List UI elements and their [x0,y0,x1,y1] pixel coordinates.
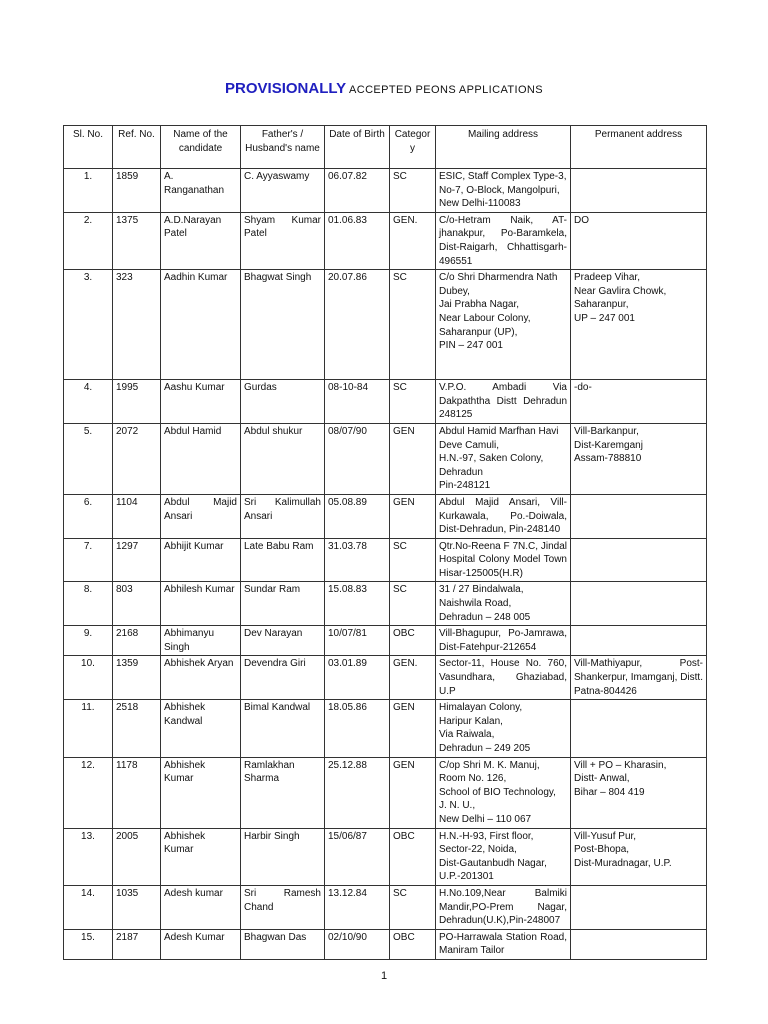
cell-permanent [571,380,707,424]
cell-dob: 15.08.83 [325,582,390,626]
cell-mailing-line: New Delhi – 110 067 [439,813,532,825]
cell-father-line: Late Babu Ram [244,540,314,552]
cell-name-line: Abhilesh Kumar [164,584,235,596]
cell-refno: 2072 [113,423,161,494]
cell-mailing-line: Vill-Bhagupur, Po-Jamrawa, Dist-Fatehpur-212654 [439,628,567,653]
cell-slno: 8. [64,582,113,626]
cell-permanent-line: -do- [574,382,592,394]
cell-mailing [436,700,571,757]
cell-mailing-line: J. N. U., [439,800,476,812]
cell-category: SC [390,380,436,424]
cell-category: GEN. [390,656,436,700]
cell-father [241,270,325,380]
cell-category: OBC [390,626,436,656]
cell-father [241,380,325,424]
cell-mailing [436,270,571,380]
cell-father [241,626,325,656]
cell-permanent [571,700,707,757]
cell-dob: 08/07/90 [325,423,390,494]
cell-slno: 7. [64,538,113,582]
cell-father [241,494,325,538]
cell-permanent [571,885,707,929]
cell-mailing [436,494,571,538]
cell-permanent [571,538,707,582]
cell-refno: 1297 [113,538,161,582]
cell-name [161,212,241,269]
cell-slno: 13. [64,828,113,885]
cell-category: GEN [390,700,436,757]
cell-father [241,929,325,959]
cell-father [241,212,325,269]
cell-name-line: Aadhin Kumar [164,272,228,284]
cell-father-line: Bhagwat Singh [244,272,312,284]
cell-name-line: Abhijit Kumar [164,540,224,552]
cell-name-line: Abhishek Kumar [164,830,206,856]
cell-mailing [436,929,571,959]
table-row [64,757,707,828]
cell-mailing-line: 31 / 27 Bindalwala, [439,584,524,596]
cell-permanent [571,626,707,656]
cell-slno: 11. [64,700,113,757]
table-row [64,380,707,424]
cell-refno: 803 [113,582,161,626]
table-row [64,169,707,213]
cell-mailing-line: Himalayan Colony, [439,702,523,714]
cell-slno: 14. [64,885,113,929]
col-header-father: Father's / Husband's name [241,126,325,169]
cell-permanent-line: Vill-Mathiyapur, Post-Shankerpur, Imamganj, Distt. Patna-804426 [574,658,703,697]
cell-refno: 1035 [113,885,161,929]
cell-mailing-line: New Delhi-110083 [439,198,521,210]
cell-permanent-line: Near Gavlira Chowk, [574,285,667,297]
cell-permanent [571,212,707,269]
cell-father-line: Sri Kalimullah Ansari [244,496,321,522]
cell-father-line: Abdul shukur [244,425,303,437]
col-header-category: Category [390,126,436,169]
cell-category: SC [390,885,436,929]
cell-dob: 08-10-84 [325,380,390,424]
cell-refno: 2005 [113,828,161,885]
cell-permanent-line: Post-Bhopa, [574,844,630,856]
cell-father [241,828,325,885]
cell-slno: 12. [64,757,113,828]
cell-permanent [571,270,707,380]
cell-permanent [571,423,707,494]
cell-category: SC [390,169,436,213]
cell-refno: 1375 [113,212,161,269]
cell-permanent-line: Vill + PO – Kharasin, [574,759,667,771]
cell-category: SC [390,538,436,582]
cell-mailing-line: Jai Prabha Nagar, [439,299,520,311]
cell-name-line: A.D.Narayan Patel [164,214,222,240]
cell-father-line: Shyam Kumar Patel [244,214,321,240]
cell-name [161,169,241,213]
cell-father-line: Ramlakhan Sharma [244,759,295,785]
cell-dob: 18.05.86 [325,700,390,757]
table-row [64,656,707,700]
cell-mailing-line: H.N.-97, Saken Colony, [439,453,544,465]
page-number: 1 [380,970,388,982]
table-row [64,626,707,656]
cell-name [161,423,241,494]
cell-refno: 2187 [113,929,161,959]
cell-permanent-line: UP – 247 001 [574,312,635,324]
cell-name-line: Ranganathan [164,184,225,196]
cell-permanent [571,929,707,959]
cell-dob: 02/10/90 [325,929,390,959]
cell-permanent-line: Vill-Barkanpur, [574,425,639,437]
cell-permanent [571,757,707,828]
cell-name [161,494,241,538]
applications-table [63,125,707,960]
cell-name-line: Adesh kumar [164,887,223,899]
cell-father [241,757,325,828]
cell-father [241,700,325,757]
cell-category: SC [390,270,436,380]
cell-mailing-line: Room No. 126, [439,773,507,785]
cell-mailing [436,656,571,700]
cell-mailing [436,380,571,424]
cell-dob: 15/06/87 [325,828,390,885]
cell-name [161,885,241,929]
cell-name [161,582,241,626]
cell-permanent [571,828,707,885]
table-row [64,828,707,885]
table-row [64,885,707,929]
cell-mailing-line: Sector-22, Noida, [439,844,517,856]
cell-father [241,656,325,700]
cell-name-line: Abdul Hamid [164,425,222,437]
cell-mailing [436,538,571,582]
cell-permanent-line: Distt- Anwal, [574,773,630,785]
table-header-row [64,126,707,169]
cell-mailing-line: Haripur Kalan, [439,715,503,727]
cell-mailing-line: No-7, O-Block, Mangolpuri, [439,184,560,196]
cell-refno: 1995 [113,380,161,424]
col-header-mailing: Mailing address [436,126,571,169]
cell-mailing [436,582,571,626]
cell-slno: 2. [64,212,113,269]
cell-dob: 31.03.78 [325,538,390,582]
cell-mailing [436,885,571,929]
title-rest: ACCEPTED PEONS APPLICATIONS [346,84,543,96]
cell-mailing [436,757,571,828]
cell-mailing-line: C/op Shri M. K. Manuj, [439,759,540,771]
cell-permanent [571,494,707,538]
cell-father [241,538,325,582]
cell-name [161,757,241,828]
cell-mailing-line: Saharanpur (UP), [439,326,518,338]
cell-slno: 1. [64,169,113,213]
cell-name [161,700,241,757]
cell-slno: 4. [64,380,113,424]
cell-father [241,885,325,929]
cell-mailing-line: Dist-Gautanbudh Nagar, [439,857,547,869]
cell-mailing-line: Naishwila Road, [439,598,512,610]
col-header-name: Name of the candidate [161,126,241,169]
cell-father-line: Dev Narayan [244,628,303,640]
cell-mailing-line: H.N.-H-93, First floor, [439,830,534,842]
cell-father-line: Bimal Kandwal [244,702,311,714]
cell-name-line: Adesh Kumar [164,931,225,943]
cell-mailing [436,169,571,213]
cell-father-line: Sri Ramesh Chand [244,887,321,913]
cell-name-line: A. [164,171,174,182]
col-header-permanent: Permanent address [571,126,707,169]
cell-mailing-line: C/o-Hetram Naik, AT-jhanakpur, Po-Baramkela, Dist-Raigarh, Chhattisgarh-496551 [439,214,567,267]
cell-category: SC [390,582,436,626]
cell-mailing [436,212,571,269]
cell-mailing-line: Abdul Majid Ansari, Vill-Kurkawala, Po.-Doiwala, Dist-Dehradun, Pin-248140 [439,496,567,536]
cell-name [161,380,241,424]
cell-slno: 15. [64,929,113,959]
table-row [64,494,707,538]
cell-permanent-line: Assam-788810 [574,453,642,465]
cell-dob: 03.01.89 [325,656,390,700]
cell-name [161,626,241,656]
cell-permanent [571,656,707,700]
cell-mailing-line: Via Raiwala, [439,729,495,741]
table-row [64,700,707,757]
cell-name [161,538,241,582]
cell-category: GEN [390,757,436,828]
cell-permanent-line: Bihar – 804 419 [574,786,645,798]
cell-mailing-line: Sector-11, House No. 760, Vasundhara, Ghaziabad, U.P [439,658,567,697]
cell-dob: 10/07/81 [325,626,390,656]
cell-dob: 01.06.83 [325,212,390,269]
cell-refno: 2518 [113,700,161,757]
cell-father-line: Sundar Ram [244,584,301,596]
cell-mailing [436,423,571,494]
cell-mailing-line: ESIC, Staff Complex Type-3, [439,171,567,182]
cell-mailing-line: PIN – 247 001 [439,340,503,352]
cell-name-line: Abhishek Kumar [164,759,206,785]
cell-category: GEN [390,494,436,538]
cell-permanent [571,582,707,626]
cell-permanent-line: Pradeep Vihar, [574,272,640,284]
cell-father-line: Harbir Singh [244,830,300,842]
col-header-dob: Date of Birth [325,126,390,169]
cell-mailing [436,828,571,885]
cell-permanent-line: Dist-Karemganj [574,439,643,451]
title-emphasis: PROVISIONALLY [225,80,347,97]
cell-name-line: Abhimanyu Singh [164,628,215,653]
cell-father [241,169,325,213]
cell-name [161,828,241,885]
cell-refno: 1359 [113,656,161,700]
table-row [64,270,707,380]
cell-mailing-line: C/o Shri Dharmendra Nath Dubey, [439,272,558,297]
cell-permanent-line: Saharanpur, [574,299,629,311]
cell-mailing-line: PO-Harrawala Station Road, Maniram Tailor [439,931,567,957]
cell-permanent-line: Dist-Muradnagar, U.P. [574,857,672,869]
cell-permanent-line: Vill-Yusuf Pur, [574,830,637,842]
cell-category: GEN [390,423,436,494]
table-row [64,538,707,582]
cell-mailing-line: U.P.-201301 [439,871,494,883]
cell-slno: 6. [64,494,113,538]
page-title [0,80,768,97]
cell-name [161,929,241,959]
cell-permanent [571,169,707,213]
cell-slno: 10. [64,656,113,700]
cell-mailing-line: V.P.O. Ambadi Via Dakpaththa Distt Dehradun 248125 [439,382,567,421]
cell-refno: 1178 [113,757,161,828]
cell-mailing [436,626,571,656]
cell-father-line: Devendra Giri [244,658,306,670]
cell-name-line: Abhishek Kandwal [164,702,206,727]
cell-slno: 3. [64,270,113,380]
cell-dob: 05.08.89 [325,494,390,538]
table-body [64,169,707,960]
cell-mailing-line: Dehradun [439,466,483,478]
cell-dob: 25.12.88 [325,757,390,828]
cell-refno: 323 [113,270,161,380]
cell-dob: 13.12.84 [325,885,390,929]
cell-refno: 2168 [113,626,161,656]
col-header-slno: Sl. No. [64,126,113,169]
cell-category: OBC [390,929,436,959]
cell-mailing-line: H.No.109,Near Balmiki Mandir,PO-Prem Nagar, Dehradun(U.K),Pin-248007 [439,887,567,927]
cell-category: OBC [390,828,436,885]
cell-slno: 9. [64,626,113,656]
cell-mailing-line: Qtr.No-Reena F 7N.C, Jindal Hospital Colony Model Town Hisar-125005(H.R) [439,540,567,579]
cell-name-line: Abdul Majid Ansari [164,496,237,522]
col-header-refno: Ref. No. [113,126,161,169]
cell-father-line: Gurdas [244,382,277,394]
cell-mailing-line: Near Labour Colony, [439,312,531,324]
table-row [64,929,707,959]
cell-category: GEN. [390,212,436,269]
cell-mailing-line: Deve Camuli, [439,439,500,451]
cell-dob: 20.07.86 [325,270,390,380]
cell-mailing-line: Abdul Hamid Marfhan Havi [439,425,559,437]
cell-name [161,656,241,700]
cell-permanent-line: DO [574,214,589,226]
cell-slno: 5. [64,423,113,494]
cell-mailing-line: Pin-248121 [439,480,491,492]
cell-father-line: C. Ayyaswamy [244,171,310,182]
cell-name-line: Aashu Kumar [164,382,225,394]
cell-name [161,270,241,380]
table-row [64,212,707,269]
table-row [64,423,707,494]
cell-father [241,582,325,626]
cell-mailing-line: School of BIO Technology, [439,786,556,798]
cell-refno: 1859 [113,169,161,213]
cell-dob: 06.07.82 [325,169,390,213]
cell-name-line: Abhishek Aryan [164,658,234,670]
cell-mailing-line: Dehradun – 248 005 [439,611,531,623]
cell-mailing-line: Dehradun – 249 205 [439,743,531,754]
cell-father [241,423,325,494]
cell-father-line: Bhagwan Das [244,931,307,943]
table-row [64,582,707,626]
cell-refno: 1104 [113,494,161,538]
